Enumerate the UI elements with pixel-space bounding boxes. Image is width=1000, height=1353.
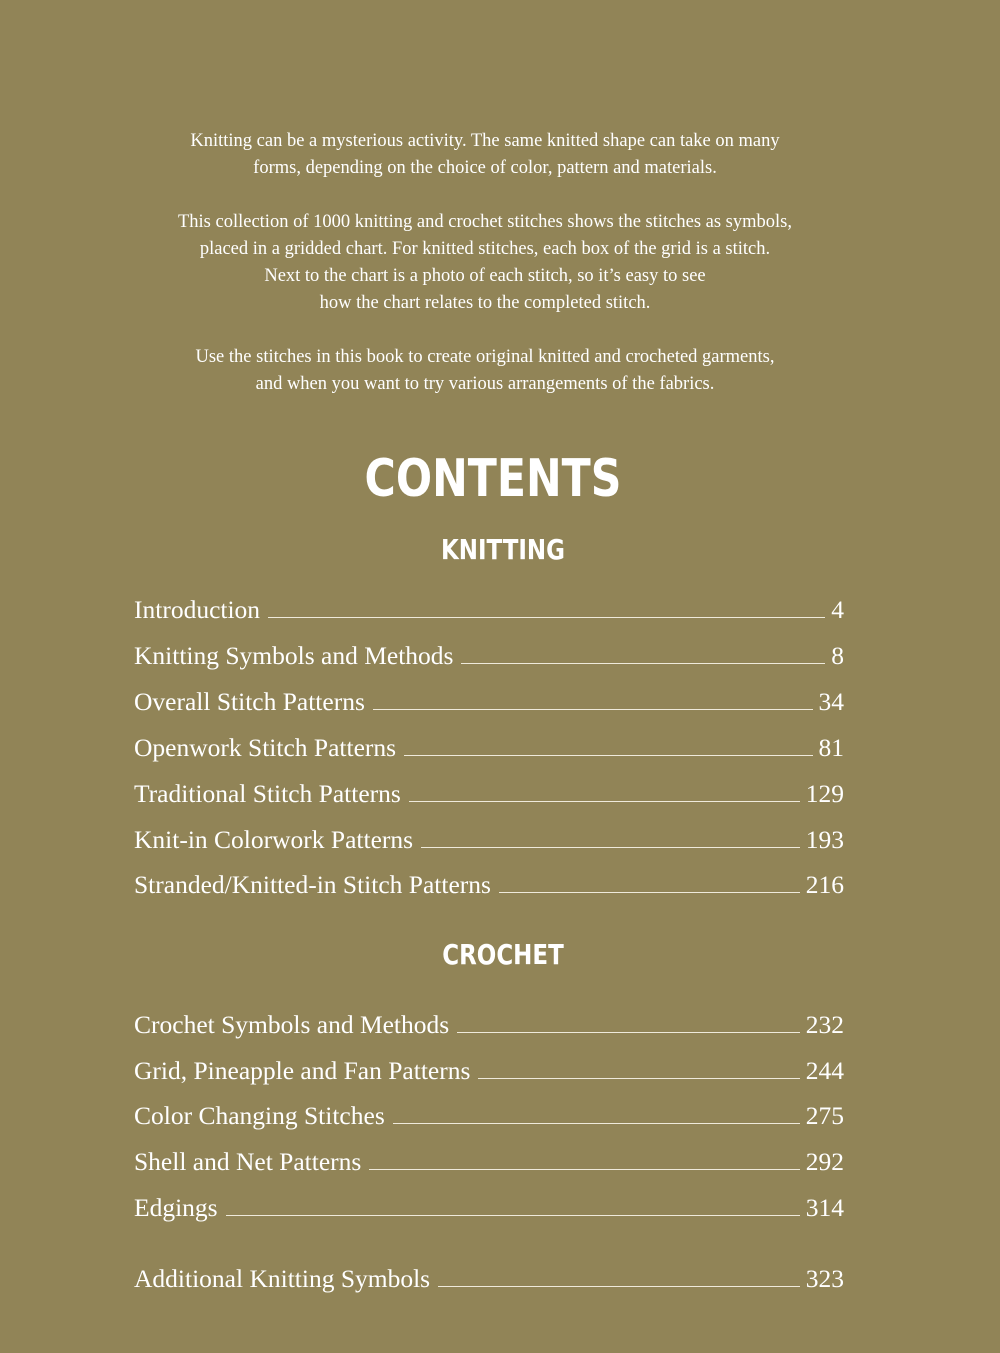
toc-entry-label: Openwork Stitch Patterns <box>134 733 397 762</box>
toc-entry-traditional-stitch[interactable] <box>134 775 844 809</box>
toc-entry-knit-in-colorwork[interactable] <box>134 821 844 855</box>
toc-leader-line <box>369 1168 799 1170</box>
intro-line: and when you want to try various arrangements of the fabrics. <box>255 374 715 394</box>
toc-entry-additional-knitting-symbols[interactable] <box>134 1260 844 1294</box>
toc-leader-line <box>404 754 812 756</box>
toc-entry-stranded-knitted-in[interactable] <box>134 866 844 900</box>
toc-leader-line <box>373 708 813 710</box>
toc-leader-line <box>393 1122 800 1124</box>
toc-entry-page: 232 <box>805 1010 844 1039</box>
toc-entry-label: Knitting Symbols and Methods <box>134 641 454 670</box>
toc-entry-page: 129 <box>805 779 844 808</box>
intro-line: how the chart relates to the completed stitch. <box>319 293 651 313</box>
knitting-section-title: KNITTING <box>440 533 565 566</box>
toc-entry-label: Crochet Symbols and Methods <box>134 1010 450 1039</box>
toc-entry-grid-pineapple-fan[interactable] <box>134 1052 844 1086</box>
toc-entry-edgings[interactable] <box>134 1189 844 1223</box>
toc-entry-page: 4 <box>831 595 844 624</box>
intro-line: This collection of 1000 knitting and crochet stitches shows the stitches as symbols, <box>177 212 792 232</box>
toc-entry-label: Knit-in Colorwork Patterns <box>134 825 414 854</box>
toc-entry-page: 292 <box>805 1147 844 1176</box>
toc-entry-label: Traditional Stitch Patterns <box>134 779 401 808</box>
toc-entry-page: 193 <box>805 825 844 854</box>
toc-entry-page: 275 <box>805 1101 844 1130</box>
toc-entry-color-changing[interactable] <box>134 1097 844 1131</box>
toc-entry-introduction[interactable] <box>134 591 844 625</box>
toc-leader-line <box>421 846 800 848</box>
contents-title: CONTENTS <box>364 449 622 509</box>
intro-line: placed in a gridded chart. For knitted stitches, each box of the grid is a stitch. <box>199 239 771 259</box>
intro-paragraph <box>100 209 870 317</box>
toc-entry-crochet-symbols[interactable] <box>134 1006 844 1040</box>
toc-leader-line <box>268 616 825 618</box>
toc-entry-label: Grid, Pineapple and Fan Patterns <box>134 1056 471 1085</box>
toc-entry-page: 81 <box>818 733 844 762</box>
toc-leader-line <box>478 1077 799 1079</box>
toc-entry-label: Shell and Net Patterns <box>134 1147 362 1176</box>
intro-text <box>100 128 870 425</box>
intro-line: Knitting can be a mysterious activity. The same knitted shape can take on many <box>190 131 780 151</box>
toc-leader-line <box>226 1214 800 1216</box>
intro-line: Use the stitches in this book to create original knitted and crocheted garments, <box>195 347 775 367</box>
toc-entry-page: 323 <box>805 1264 844 1293</box>
intro-paragraph <box>100 128 870 182</box>
toc-leader-line <box>409 800 800 802</box>
toc-entry-label: Overall Stitch Patterns <box>134 687 365 716</box>
toc-entry-page: 244 <box>805 1056 844 1085</box>
toc-entry-page: 8 <box>831 641 844 670</box>
toc-entry-overall-stitch[interactable] <box>134 683 844 717</box>
toc-leader-line <box>461 662 825 664</box>
intro-paragraph <box>100 344 870 398</box>
toc-leader-line <box>438 1285 800 1287</box>
toc-entry-label: Additional Knitting Symbols <box>134 1264 431 1293</box>
intro-line: Next to the chart is a photo of each stitch, so it’s easy to see <box>264 266 706 286</box>
toc-entry-label: Introduction <box>134 595 261 624</box>
intro-line: forms, depending on the choice of color, pattern and materials. <box>253 158 717 178</box>
toc-entry-label: Color Changing Stitches <box>134 1101 385 1130</box>
toc-entry-openwork-stitch[interactable] <box>134 729 844 763</box>
crochet-section-title: CROCHET <box>442 938 564 971</box>
toc-entry-label: Stranded/Knitted-in Stitch Patterns <box>134 870 491 899</box>
toc-entry-knitting-symbols[interactable] <box>134 637 844 671</box>
toc-entry-page: 314 <box>805 1193 844 1222</box>
toc-leader-line <box>457 1031 800 1033</box>
toc-entry-label: Edgings <box>134 1193 218 1222</box>
toc-leader-line <box>499 891 800 893</box>
toc-entry-page: 34 <box>818 687 844 716</box>
toc-entry-page: 216 <box>805 870 844 899</box>
toc-entry-shell-net[interactable] <box>134 1143 844 1177</box>
